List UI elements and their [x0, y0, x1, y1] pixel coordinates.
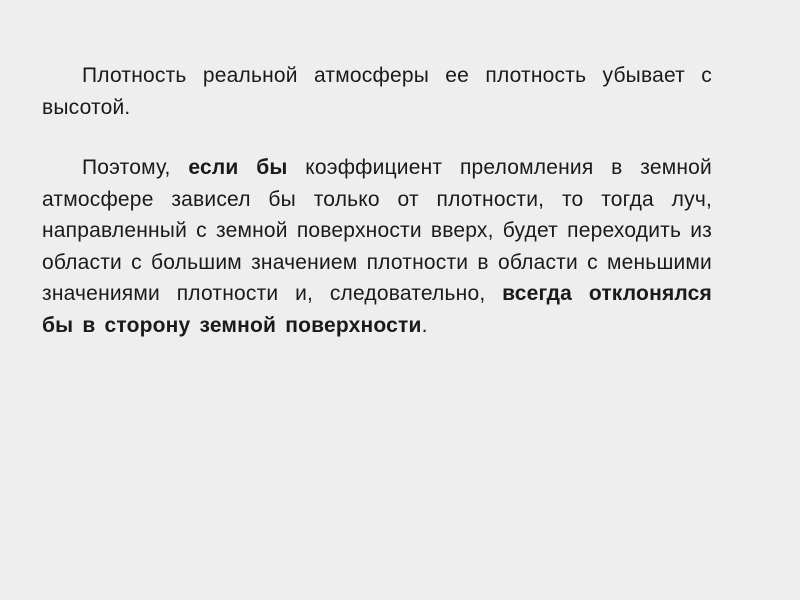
paragraph-2-end: .: [421, 313, 428, 337]
emphasis-if: если бы: [188, 156, 288, 179]
paragraph-1-text: Плотность реальной атмосферы ее плотность убывает с высотой.: [42, 64, 712, 119]
paragraph-2-body: коэффициент преломления в земной атмосфере зависел бы только от плотности, то тогда луч, направленный с земной поверхности вверх, будет переходить из области с большим значением плотности в области с меньшими значениями плотности и, следовательно,: [42, 156, 712, 305]
paragraph-refraction: [42, 152, 712, 341]
paragraph-density-decrease: [42, 60, 712, 123]
paragraph-2-lead: Поэтому,: [82, 156, 189, 179]
emphasis-conclusion: всегда отклонялся бы в сторону земной поверхности: [42, 282, 712, 337]
